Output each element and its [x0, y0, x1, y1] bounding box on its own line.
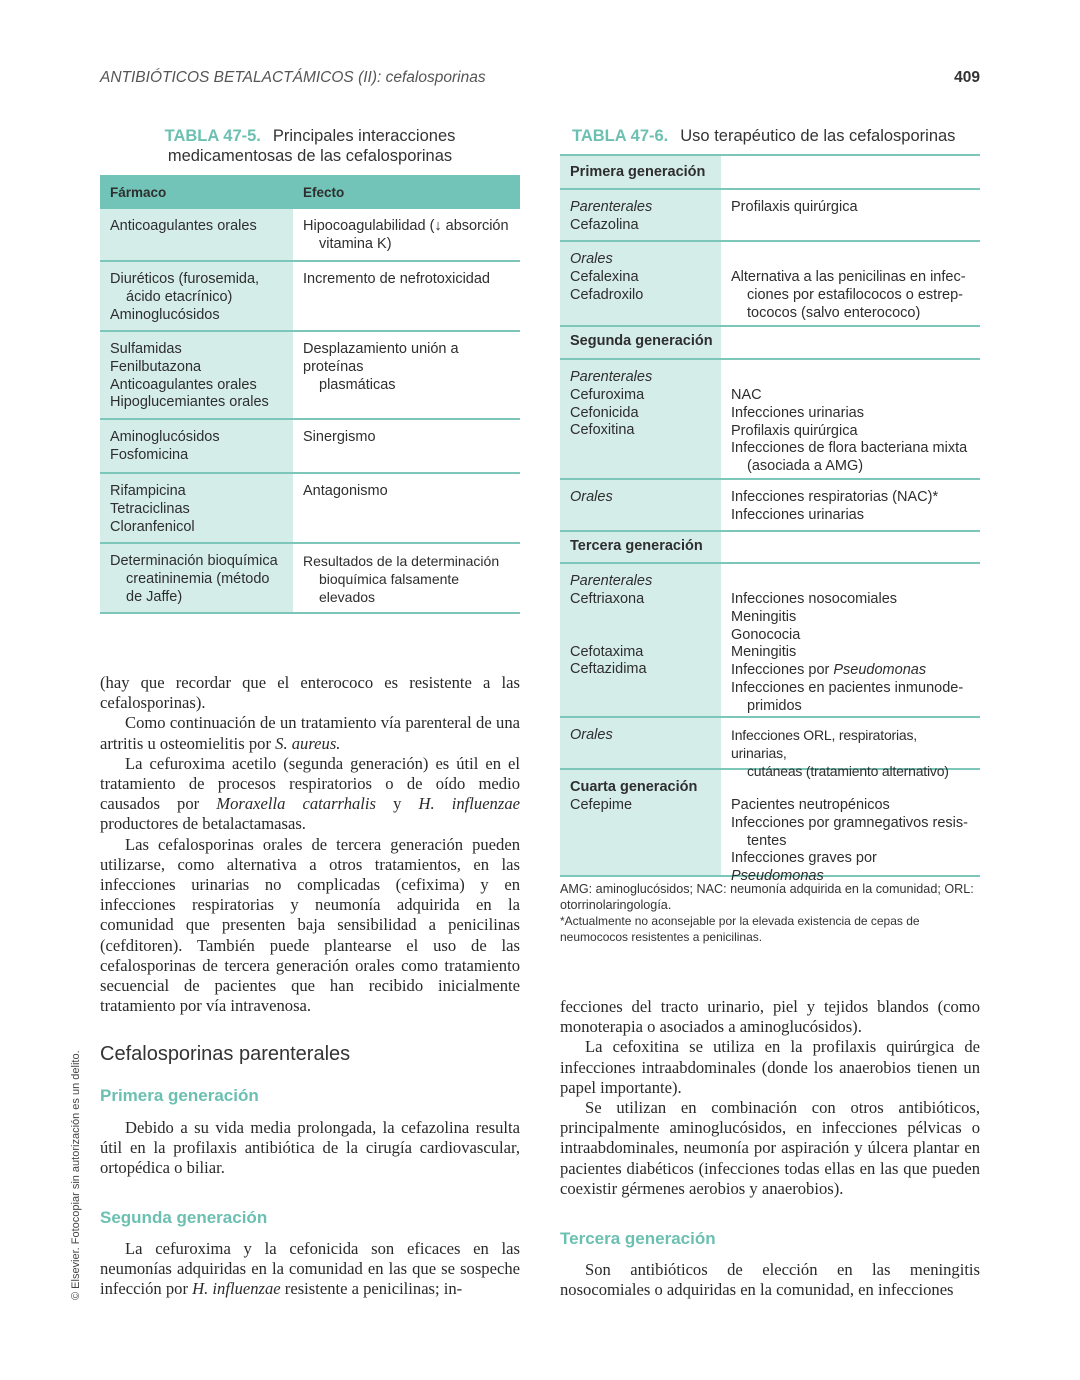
body-text-left [100, 673, 520, 1016]
use: Gonococia [731, 626, 801, 643]
table-number: TABLA 47-6. [572, 127, 669, 145]
use: (asociada a AMG) [747, 458, 864, 475]
drug: Aminoglucósidos [110, 306, 220, 323]
route-label: Orales [570, 727, 613, 743]
use: Pacientes neutropénicos [731, 797, 890, 813]
use: Alternativa a las penicilinas en infec- [731, 269, 966, 285]
table-47-5 [100, 175, 520, 615]
generation-label: Primera generación [560, 156, 721, 188]
drug: Cefotaxima [570, 643, 644, 660]
paragraph: (hay que recordar que el enterococo es resistente a las cefalosporinas). [100, 673, 520, 713]
drug: Sulfamidas [110, 341, 182, 357]
table-row [560, 190, 980, 242]
table-row [560, 718, 980, 779]
generation-row [560, 327, 980, 360]
drug: Hipoglucemiantes orales [110, 394, 269, 411]
drug: Cefuroxima [570, 386, 645, 403]
table-row [560, 564, 980, 718]
drug: de Jaffe) [126, 588, 183, 605]
use: Meningitis [731, 644, 797, 661]
generation-label: Segunda generación [560, 327, 721, 358]
table-row [560, 480, 980, 532]
table-header [100, 175, 520, 209]
effect: Hipocoagulabilidad (↓ absorción [303, 218, 509, 234]
paragraph: La cefuroxima y la cefonicida son eficaces en las neumonías adquiridas en la comunidad en las que se sospeche infección por H. influenzae resistente a penicilinas; in- [100, 1239, 520, 1299]
effect: bioquímica falsamente elevados [319, 570, 460, 605]
paragraph: Son antibióticos de elección en las meningitis nosocomiales o adquiridas en la comunidad, en infecciones [560, 1260, 980, 1300]
running-title: ANTIBIÓTICOS BETALACTÁMICOS (II): cefalosporinas [100, 69, 486, 86]
section-heading: Cefalosporinas parenterales [100, 1043, 351, 1065]
subsection-heading: Tercera generación [560, 1229, 716, 1248]
copyright-notice: © Elsevier. Fotocopiar sin autorización es un delito. [70, 1050, 82, 1300]
subsection-heading: Primera generación [100, 1086, 259, 1105]
use: NAC [731, 387, 762, 403]
body-text [560, 1260, 980, 1300]
footnote: AMG: aminoglucósidos; NAC: neumonía adquirida en la comunidad; ORL: otorrinolaringología. [560, 882, 974, 912]
route-label: Orales [570, 489, 613, 505]
drug: Cefadroxilo [570, 286, 644, 303]
drug-cell [100, 209, 293, 260]
generation-label: Cuarta generación [570, 779, 698, 795]
route-label: Parenterales [570, 369, 653, 385]
drug: Cefonicida [570, 404, 639, 421]
drug: Rifampicina [110, 483, 186, 499]
effect-cell [293, 474, 520, 542]
table-title: medicamentosas de las cefalosporinas [167, 147, 453, 165]
generation-label: Tercera generación [560, 532, 721, 562]
paragraph: fecciones del tracto urinario, piel y tejidos blandos (como monoterapia o asociados a aminoglucósidos). [560, 997, 980, 1037]
use: Infecciones en pacientes inmunode- [731, 679, 964, 696]
use: tentes [747, 832, 787, 849]
effect-cell [293, 544, 520, 612]
effect-cell [293, 420, 520, 472]
use: Infecciones nosocomiales [731, 591, 898, 607]
generation-row [560, 156, 980, 190]
use: Infecciones urinarias [731, 404, 864, 421]
paragraph: Debido a su vida media prolongada, la cefazolina resulta útil en la profilaxis antibiótica de la cirugía cardiovascular, ortopédica o biliar. [100, 1118, 520, 1178]
drug-cell [100, 332, 293, 418]
drug-cell [100, 474, 293, 542]
drug: Ceftazidima [570, 661, 647, 678]
route-label: Parenterales [570, 199, 653, 215]
drug: Tetraciclinas [110, 500, 190, 517]
drug-cell [100, 544, 293, 612]
table-title: Principales interacciones [272, 127, 456, 145]
use: Infecciones por Pseudomonas [731, 662, 927, 679]
drug: Cloranfenicol [110, 518, 195, 535]
table-title: Uso terapéutico de las cefalosporinas [680, 127, 956, 145]
column-header: Fármaco [110, 185, 167, 200]
use: Infecciones urinarias [731, 506, 864, 523]
drug: Aminoglucósidos [110, 429, 220, 445]
body-text [100, 1118, 520, 1179]
table-number: TABLA 47-5. [164, 127, 261, 145]
use: tococos (salvo enterococo) [747, 304, 921, 321]
effect: plasmáticas [319, 376, 396, 393]
generation-row [560, 532, 980, 564]
drug: Determinación bioquímica [110, 553, 278, 569]
table-footnotes [560, 881, 985, 945]
paragraph: Las cefalosporinas orales de tercera generación pueden utilizarse, como alternativa a otros tratamientos, en las infecciones urinarias no complicadas (cefixima) y en infecciones respiratorias y neumonía adquirida en la comunidad que presenten baja sensibilidad a penicilinas (cefditoren). También puede plantearse el uso de las cefalosporinas de tercera generación orales como tratamiento secuencial de pacientes que han recibido inicialmente tratamiento por vía intravenosa. [100, 834, 520, 1016]
effect: Desplazamiento unión a proteínas [303, 341, 459, 375]
footnote: *Actualmente no aconsejable por la elevada existencia de cepas de neumococos resistentes a penicilinas. [560, 914, 920, 944]
route-label: Orales [570, 251, 613, 267]
use: Meningitis [731, 608, 797, 625]
drug: Fenilbutazona [110, 358, 202, 375]
use: primidos [747, 697, 802, 714]
body-text-right [560, 997, 980, 1199]
paragraph: Como continuación de un tratamiento vía parenteral de una artritis u osteomielitis por S. aureus. [100, 713, 520, 753]
page-number: 409 [954, 69, 980, 86]
table-row [560, 770, 980, 885]
drug: ácido etacrínico) [126, 288, 233, 305]
table-47-5-caption [100, 126, 520, 166]
use: cutáneas (tratamiento alternativo) [747, 762, 949, 779]
use: Profilaxis quirúrgica [731, 422, 858, 439]
table-row [100, 420, 520, 474]
use: ciones por estafilococos o estrep- [747, 286, 963, 303]
drug: Cefoxitina [570, 422, 635, 439]
effect: Sinergismo [303, 429, 376, 445]
column-header: Efecto [303, 185, 345, 200]
body-text [100, 1239, 520, 1300]
route-label: Parenterales [570, 573, 653, 589]
drug-cell [100, 420, 293, 472]
table-row [560, 242, 980, 327]
table-row [100, 332, 520, 420]
table-row [560, 360, 980, 480]
table-row [100, 262, 520, 332]
paragraph: La cefuroxima acetilo (segunda generación) es útil en el tratamiento de procesos respiratorios o de oído medio causados por Moraxella catarrhalis y H. influenzae productores de betalactamasas. [100, 753, 520, 834]
effect: vitamina K) [319, 235, 392, 252]
table-47-6-caption [572, 126, 955, 146]
use: Profilaxis quirúrgica [731, 199, 858, 215]
use: Infecciones graves por Pseudomonas [731, 850, 877, 885]
effect: Resultados de la determinación [303, 553, 500, 569]
drug: creatininemia (método [126, 570, 270, 587]
drug: Cefazolina [570, 216, 639, 233]
use: Infecciones de flora bacteriana mixta [731, 440, 968, 457]
effect: Antagonismo [303, 483, 388, 499]
table-row [100, 474, 520, 544]
drug: Fosfomicina [110, 446, 189, 463]
drug: Anticoagulantes orales [110, 218, 257, 234]
drug: Cefalexina [570, 268, 639, 285]
table-row [100, 209, 520, 262]
effect-cell [293, 332, 520, 418]
drug-cell [100, 262, 293, 330]
effect-cell [293, 262, 520, 330]
paragraph: Se utilizan en combinación con otros antibióticos, principalmente aminoglucósidos, en infecciones pélvicas o intraabdominales, neumonía por aspiración y úlcera plantar en pacientes diabéticos (infecciones todas ellas en las que pueden coexistir gérmenes aerobios y anaerobios). [560, 1098, 980, 1198]
use: Infecciones por gramnegativos resis- [731, 814, 968, 831]
paragraph: La cefoxitina se utiliza en la profilaxis quirúrgica de infecciones intraabdominales (donde los anaerobios tienen un papel importante). [560, 1037, 980, 1097]
drug: Diuréticos (furosemida, [110, 271, 260, 287]
table-47-6 [560, 154, 980, 885]
effect-cell [293, 209, 520, 260]
subsection-heading: Segunda generación [100, 1208, 268, 1227]
drug: Anticoagulantes orales [110, 376, 257, 393]
effect: Incremento de nefrotoxicidad [303, 271, 490, 287]
use: Infecciones respiratorias (NAC)* [731, 489, 939, 505]
drug: Cefepime [570, 796, 633, 813]
use: Infecciones ORL, respiratorias, urinarias, [731, 727, 917, 761]
table-row [100, 544, 520, 614]
drug: Ceftriaxona [570, 590, 645, 607]
